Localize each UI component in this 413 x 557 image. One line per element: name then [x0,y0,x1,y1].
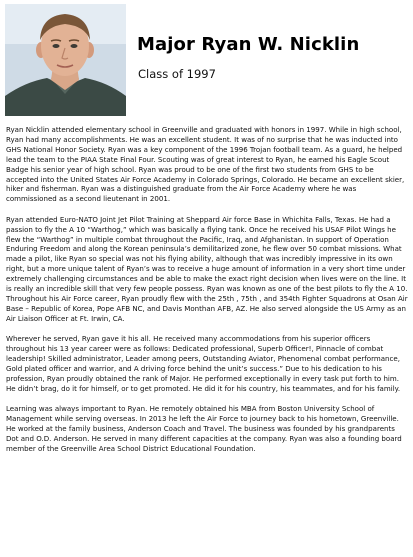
bio-paragraph: Ryan Nicklin attended elementary school in Greenville and graduated with honors in 1997. While in high school, Ryan had many accomplishments. He was an excellent student. It was of no surprise that he was inducted into GHS National Honor Society. Ryan was a key component of the 1996 Trojan football team. As a guard, he helped lead the team to the PIAA State Final Four. Scouting was of great interest to Ryan, he earned his Eagle Scout Badge his senior year of high school. Ryan was proud to be one of the first two students from GHS to be accepted into the United States Air Force Academy in Colorado Springs, Colorado. He became an excellent skier, hiker and fisherman. Ryan was a distinguished graduate from the Air Force Academy where he was commissioned as a second lieutenant in 2001. [6,125,405,204]
profile-name: Major Ryan W. Nicklin [137,34,360,55]
bio-paragraph: Wherever he served, Ryan gave it his all. He received many accommodations from his superior officers throughout his 13 year career were as follows: Dedicated professional, Superb Officer!, Pinnacle of combat leadership! Skilled administrator, Leader among peers, Outstanding Aviator, Phenomenal combat performance, Gold plated officer and warrior, and A driving force behind the unit’s success.” Due to his dedication to his profession, Ryan proudly obtained the rank of Major. He performed exceptionally in every task put forth to him. He didn’t brag, do it for himself, or to get promoted. He did it for his country, his teammates, and for his family. [6,334,401,393]
portrait-photo [5,4,126,116]
biography [6,125,408,464]
bio-paragraph: Learning was always important to Ryan. He remotely obtained his MBA from Boston University School of Management while serving overseas. In 2013 he left the Air Force to journey back to his hometown, Greenville. He worked at the family business, Anderson Coach and Travel. The business was founded by his grandparents Dot and O.D. Anderson. He served in many different capacities at the company. Ryan was also a founding board member of the Greenville Area School District Educational Foundation. [6,404,402,453]
class-year: Class of 1997 [138,67,216,81]
portrait-image [5,4,126,116]
bio-paragraph: Ryan attended Euro-NATO Joint Jet Pilot Training at Sheppard Air force Base in Whichita Falls, Texas. He had a passion to fly the A 10 “Warthog,” which was basically a flying tank. Once he received his USAF Pilot Wings he flew the “Warthog” in multiple combat throughout the Pacific, Iraq, and Afghanistan. In support of Operation Enduring Freedom and along the Korean peninsula’s demilitarized zone, he flew over 50 combat missions. What made a pilot, like Ryan so special was not his flying ability, although that was incredibly impressive in its own right, but a more unique talent of Ryan’s was to receive a huge amount of information in a very short time under extremely challenging circumstances and be able to make the exact right decision when lives were on the line. It is really an incredible skill that very few people possess. Ryan was known as one of the best pilots to fly the A 10. Throughout his Air Force career, Ryan proudly flew with the 25th , 75th , and 354th Fighter Squadrons at Osan Air Base – Republic of Korea, Pope AFB NC, and Davis Monthan AFB, AZ. He also served alongside the US Army as an Air Liaison Officer at Ft. Irwin, CA. [6,214,408,323]
